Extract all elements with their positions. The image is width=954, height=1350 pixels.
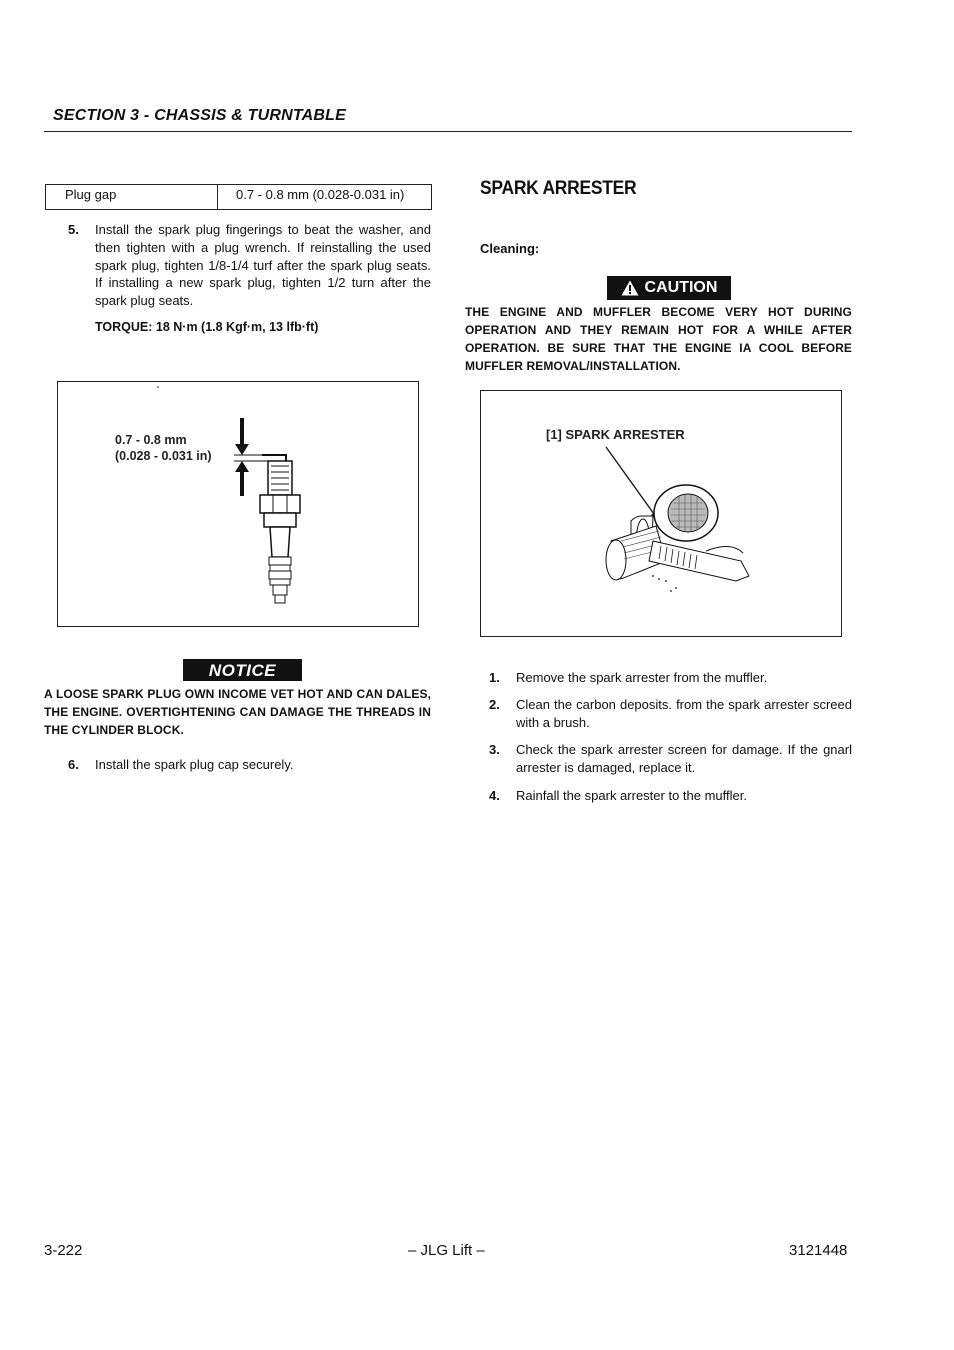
caution-text: THE ENGINE AND MUFFLER BECOME VERY HOT DURING OPERATION AND THEY REMAIN HOT FOR A WHILE AFTER OPERATION. BE SURE THAT THE ENGINE IA COOL BEFORE MUFFLER REMOVAL/INSTALLATION. bbox=[465, 305, 852, 373]
step-text: Clean the carbon deposits. from the spark arrester screed with a brush. bbox=[516, 697, 852, 730]
subheading: Cleaning: bbox=[480, 241, 540, 256]
table-cell-label: Plug gap bbox=[46, 185, 218, 209]
header-rule bbox=[44, 131, 852, 132]
spark-arrester-figure bbox=[480, 390, 842, 637]
step-number: 6. bbox=[68, 757, 79, 772]
step-number: 3. bbox=[489, 742, 500, 757]
document-number: 3121448 bbox=[789, 1242, 848, 1259]
step-text: Remove the spark arrester from the muffler. bbox=[516, 670, 768, 685]
table-cell-value: 0.7 - 0.8 mm (0.028-0.031 in) bbox=[236, 187, 405, 202]
caution-label: CAUTION bbox=[644, 279, 718, 296]
section-title: SECTION 3 - CHASSIS & TURNTABLE bbox=[53, 107, 347, 124]
caution-badge bbox=[607, 276, 731, 300]
step-text: Install the spark plug cap securely. bbox=[95, 757, 294, 772]
spark-plug-figure bbox=[57, 381, 419, 627]
step-number: 2. bbox=[489, 697, 500, 712]
notice-text: A LOOSE SPARK PLUG OWN INCOME VET HOT AND CAN DALES, THE ENGINE. OVERTIGHTENING CAN DAMAGE THE THREADS IN THE CYLINDER BLOCK. bbox=[44, 687, 431, 737]
step-text: Rainfall the spark arrester to the muffler. bbox=[516, 788, 747, 803]
warning-triangle-icon bbox=[621, 280, 639, 296]
step-number: 5. bbox=[68, 222, 79, 237]
step-number: 4. bbox=[489, 788, 500, 803]
step-5 bbox=[68, 221, 431, 311]
torque-spec: TORQUE: 18 N·m (1.8 Kgf·m, 13 lfb·ft) bbox=[95, 320, 319, 334]
step-text: Install the spark plug fingerings to beat the washer, and then tighten with a plug wrench. If reinstalling the used spark plug, tighten 1/8-1/4 turf after the spark plug seats. If installing a new spark plug, tighten 1/2 turn after the spark plug seats. bbox=[95, 222, 431, 309]
step-text: Check the spark arrester screen for damage. If the gnarl arrester is damaged, replace it. bbox=[516, 742, 852, 775]
step-number: 1. bbox=[489, 670, 500, 685]
spark-arrester-icon bbox=[481, 391, 841, 636]
section-heading: SPARK ARRESTER bbox=[480, 178, 637, 199]
arrester-step-1 bbox=[489, 669, 852, 689]
plug-gap-table bbox=[45, 184, 432, 210]
gap-label-in: (0.028 - 0.031 in) bbox=[115, 449, 212, 463]
notice-badge: NOTICE bbox=[183, 659, 302, 681]
gap-label-mm: 0.7 - 0.8 mm bbox=[115, 433, 187, 447]
page-number: 3-222 bbox=[44, 1242, 83, 1259]
spark-plug-icon bbox=[58, 382, 418, 626]
arrester-step-4 bbox=[489, 787, 852, 807]
arrester-step-2 bbox=[489, 696, 852, 734]
arrester-label: [1] SPARK ARRESTER bbox=[546, 427, 685, 442]
footer-brand: – JLG Lift – bbox=[408, 1242, 485, 1259]
arrester-step-3 bbox=[489, 741, 852, 779]
step-6 bbox=[68, 756, 431, 776]
